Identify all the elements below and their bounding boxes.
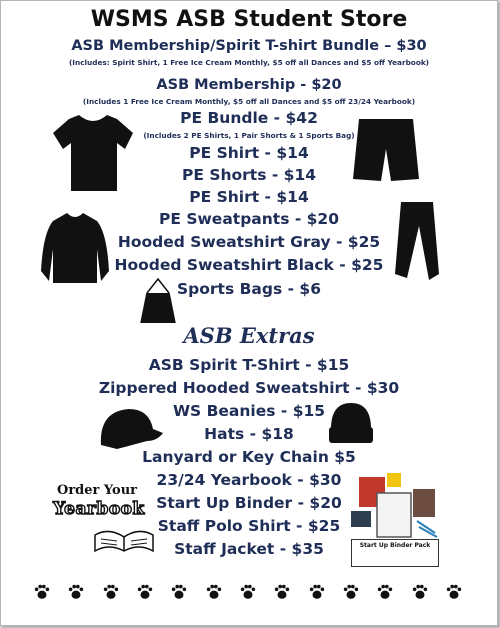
extras-item: Lanyard or Key Chain $5 <box>142 448 356 466</box>
open-book-icon <box>93 521 155 553</box>
bundle-note: (Includes: Spirit Shirt, 1 Free Ice Cream Monthly, $5 off all Dances and $5 off Yearbook) <box>68 58 430 67</box>
paw-print-icon <box>136 583 154 601</box>
pe-item: Sports Bags - $6 <box>177 280 321 298</box>
extras-item: Start Up Binder - $20 <box>156 494 342 512</box>
paw-print-icon <box>376 583 394 601</box>
paw-print-icon <box>67 583 85 601</box>
pe-item: PE Shirt - $14 <box>189 144 309 162</box>
paw-print-icon <box>308 583 326 601</box>
paw-print-icon <box>445 583 463 601</box>
pe-item: Hooded Sweatshirt Gray - $25 <box>117 233 381 251</box>
paw-print-icon <box>342 583 360 601</box>
sweatshirt-icon <box>39 211 111 287</box>
binder-pack-graphic <box>347 471 443 571</box>
pe-item: PE Shirt - $14 <box>189 188 309 206</box>
paw-print-row <box>33 583 463 601</box>
order-yearbook-graphic <box>53 483 157 557</box>
pe-bundle-note: (Includes 2 PE Shirts, 1 Pair Shorts & 1 Sports Bag) <box>143 131 355 140</box>
binder-label: Start Up Binder Pack <box>351 539 439 567</box>
pe-item: Hooded Sweatshirt Black - $25 <box>114 256 384 274</box>
extras-item: Staff Jacket - $35 <box>174 540 324 558</box>
order-your-text: Order Your <box>57 483 138 498</box>
extras-item: Staff Polo Shirt - $25 <box>157 517 341 535</box>
binder-supplies-icon <box>347 471 443 543</box>
extras-item: Hats - $18 <box>204 425 294 443</box>
pe-item: PE Sweatpants - $20 <box>158 210 339 228</box>
extras-item: ASB Spirit T-Shirt - $15 <box>148 356 350 374</box>
paw-print-icon <box>411 583 429 601</box>
cap-icon <box>97 403 165 451</box>
membership-note: (Includes 1 Free Ice Cream Monthly, $5 off all Dances and $5 off 23/24 Yearbook) <box>82 97 416 106</box>
paw-print-icon <box>205 583 223 601</box>
page-title: WSMS ASB Student Store <box>90 7 408 32</box>
shorts-icon <box>351 115 421 185</box>
paw-print-icon <box>33 583 51 601</box>
paw-print-icon <box>273 583 291 601</box>
beanie-icon <box>327 399 375 445</box>
drawstring-bag-icon <box>135 277 181 327</box>
extras-heading: ASB Extras <box>183 323 315 348</box>
yearbook-text: Yearbook <box>53 499 145 519</box>
paw-print-icon <box>170 583 188 601</box>
extras-item: Zippered Hooded Sweatshirt - $30 <box>98 379 400 397</box>
extras-item: 23/24 Yearbook - $30 <box>156 471 342 489</box>
tshirt-icon <box>51 113 135 193</box>
pe-bundle-heading: PE Bundle - $42 <box>180 109 318 127</box>
pe-item: PE Shorts - $14 <box>181 166 317 184</box>
extras-item: WS Beanies - $15 <box>172 402 326 420</box>
sweatpants-icon <box>389 200 441 282</box>
bundle-heading: ASB Membership/Spirit T-shirt Bundle – $30 <box>71 38 427 54</box>
membership-heading: ASB Membership - $20 <box>156 77 342 93</box>
paw-print-icon <box>102 583 120 601</box>
paw-print-icon <box>239 583 257 601</box>
